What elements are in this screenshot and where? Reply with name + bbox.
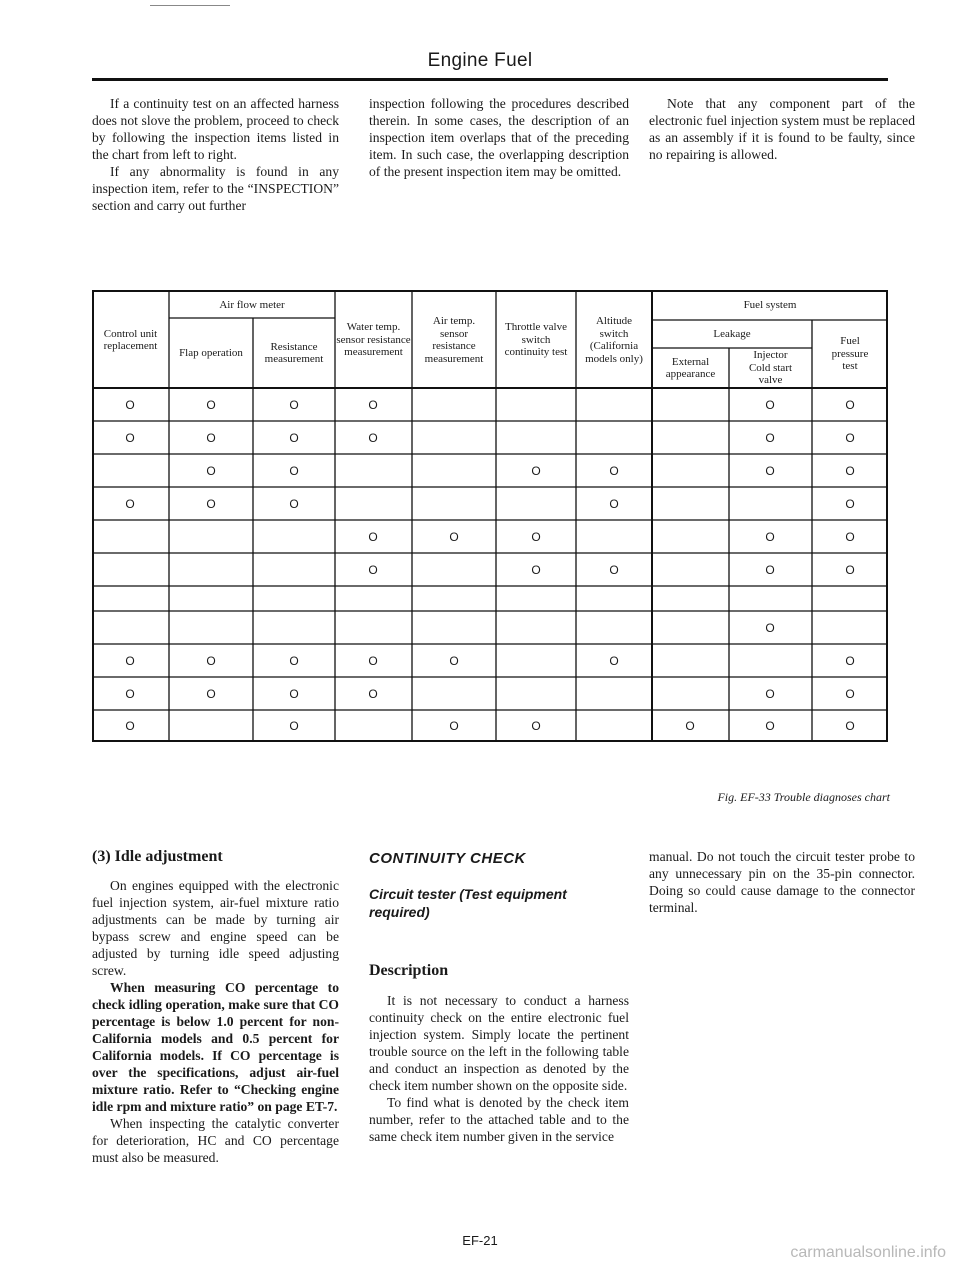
check-mark: O	[845, 653, 855, 668]
check-mark: O	[125, 686, 135, 701]
idle-column	[92, 877, 339, 1166]
check-mark: O	[368, 562, 378, 577]
check-mark: O	[765, 686, 775, 701]
header-flap-operation: Flap operation	[179, 346, 243, 359]
check-mark: O	[289, 719, 299, 733]
check-mark: O	[289, 430, 299, 445]
check-mark: O	[845, 529, 855, 544]
check-mark: O	[289, 463, 299, 478]
intro-paragraph: Note that any component part of the electronic fuel injection system must be replaced as an assembly if it is found to be faulty, since no repairing is allowed.	[649, 96, 915, 162]
intro-paragraph: If a continuity test on an affected harness does not slove the problem, proceed to check by following the inspection items listed in the chart from left to right.	[92, 96, 339, 162]
check-mark: O	[125, 430, 135, 445]
check-mark: O	[289, 397, 299, 412]
idle-paragraph-bold: When measuring CO percentage to check idling operation, make sure that CO percentage is below 1.0 percent for non-California models and 0.5 percent for California models. If CO percentage is over the specifications, adjust air-fuel mixture ratio. Refer to “Checking engine idle rpm and mixture ratio” on page ET-7.	[92, 980, 339, 1114]
check-mark: O	[845, 496, 855, 511]
subheading-description: Description	[369, 962, 449, 979]
check-mark: O	[609, 496, 619, 511]
check-mark: O	[845, 397, 855, 412]
check-mark: O	[206, 397, 216, 412]
header-water-temp: Water temp. sensor resistance measurement	[336, 321, 411, 359]
check-mark: O	[125, 496, 135, 511]
header-control-unit: Control unit replacement	[103, 327, 158, 352]
check-mark: O	[368, 686, 378, 701]
header-air-temp: Air temp. sensor resistance measurement	[424, 315, 484, 365]
check-mark: O	[845, 463, 855, 478]
header-rule	[92, 78, 888, 81]
check-mark: O	[685, 719, 695, 733]
check-mark: O	[765, 719, 775, 733]
header-air-flow-meter: Air flow meter	[219, 298, 285, 311]
check-mark: O	[206, 496, 216, 511]
check-mark: O	[765, 562, 775, 577]
header-external-appearance: External appearance	[665, 355, 716, 380]
check-mark: O	[125, 719, 135, 733]
col3-bottom	[649, 848, 915, 916]
trouble-diagnoses-chart	[92, 290, 888, 742]
check-mark: O	[765, 620, 775, 635]
check-mark: O	[845, 686, 855, 701]
intro-paragraph: If any abnormality is found in any inspection item, refer to the “INSPECTION” section and carry out further	[92, 164, 339, 213]
check-mark: O	[609, 562, 619, 577]
check-mark: O	[765, 430, 775, 445]
check-mark: O	[125, 653, 135, 668]
check-mark: O	[765, 463, 775, 478]
check-mark: O	[368, 529, 378, 544]
check-mark: O	[289, 496, 299, 511]
continuity-paragraph: To find what is denoted by the check item number, refer to the attached table and to the same check item number given in the service	[369, 1095, 629, 1144]
check-mark: O	[531, 562, 541, 577]
check-mark: O	[531, 719, 541, 733]
check-mark: O	[206, 653, 216, 668]
scan-artifact-line	[150, 5, 230, 6]
watermark: carmanualsonline.info	[790, 1244, 946, 1261]
header-fuel-system: Fuel system	[743, 298, 797, 311]
check-mark: O	[531, 463, 541, 478]
header-altitude: Altitude switch (California models only)	[585, 315, 643, 365]
intro-column-1	[92, 95, 339, 214]
intro-paragraph: inspection following the procedures described therein. In some cases, the description of an inspection item overlaps that of the preceding item. In such case, the overlapping description of the present inspection item may be omitted.	[369, 96, 629, 179]
page-title: Engine Fuel	[427, 50, 533, 71]
check-mark: O	[609, 653, 619, 668]
check-mark: O	[125, 397, 135, 412]
header-throttle: Throttle valve switch continuity test	[504, 321, 568, 359]
check-mark: O	[845, 562, 855, 577]
check-mark: O	[206, 430, 216, 445]
section-heading-continuity: CONTINUITY CHECK	[369, 850, 526, 867]
idle-paragraph: When inspecting the catalytic converter for deterioration, HC and CO percentage must also be measured.	[92, 1116, 339, 1165]
header-leakage: Leakage	[713, 327, 751, 340]
check-mark: O	[449, 719, 459, 733]
check-mark: O	[845, 719, 855, 733]
section-heading-idle: (3) Idle adjustment	[92, 848, 223, 865]
check-mark: O	[289, 686, 299, 701]
check-mark: O	[449, 653, 459, 668]
check-mark: O	[449, 529, 459, 544]
check-mark: O	[368, 397, 378, 412]
check-mark: O	[765, 397, 775, 412]
continuity-column	[369, 992, 629, 1145]
page-number: EF-21	[462, 1233, 498, 1248]
check-mark: O	[531, 529, 541, 544]
check-mark: O	[845, 430, 855, 445]
check-mark: O	[206, 686, 216, 701]
subheading-circuit-tester: Circuit tester (Test equipment required)	[369, 886, 567, 920]
continuity-paragraph: It is not necessary to conduct a harness continuity check on the entire electronic fuel injection system. Simply locate the pertinent trouble source on the left in the following table and conduct an inspection as denoted by the check item number shown on the opposite side.	[369, 993, 629, 1093]
header-fuel-pressure: Fuel pressure test	[831, 335, 869, 373]
header-injector: Injector Cold start valve	[748, 349, 793, 387]
check-mark: O	[368, 653, 378, 668]
idle-paragraph: On engines equipped with the electronic fuel injection system, air-fuel mixture ratio adjustments can be made by turning air bypass screw and engine speed can be adjusted by turning idle speed adjusting screw.	[92, 878, 339, 978]
header-resistance-measurement: Resistance measurement	[264, 340, 324, 365]
check-mark: O	[609, 463, 619, 478]
col3-paragraph: manual. Do not touch the circuit tester probe to any unnecessary pin on the 35-pin connector. Doing so could cause damage to the connector terminal.	[649, 849, 915, 915]
check-mark: O	[765, 529, 775, 544]
figure-caption: Fig. EF-33 Trouble diagnoses chart	[717, 790, 890, 804]
check-mark: O	[368, 430, 378, 445]
check-mark: O	[206, 463, 216, 478]
intro-column-3	[649, 95, 915, 163]
check-mark: O	[289, 653, 299, 668]
intro-column-2	[369, 95, 629, 180]
